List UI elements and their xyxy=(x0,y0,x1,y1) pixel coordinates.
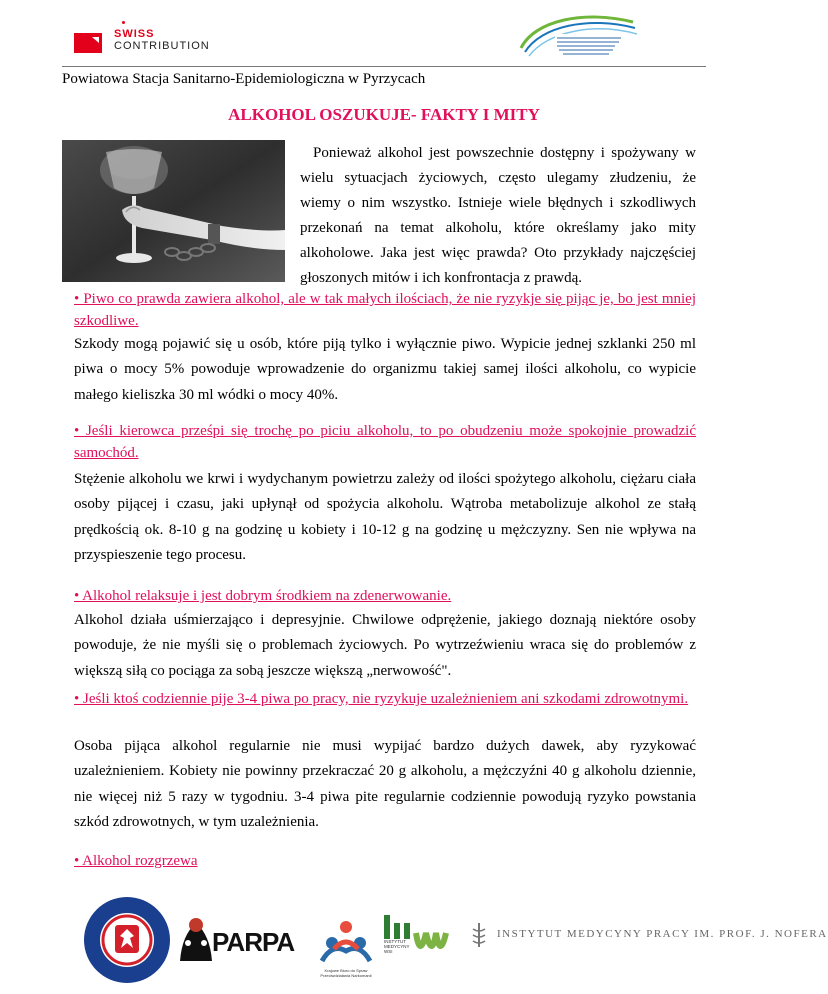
swiss-flag-icon xyxy=(74,33,102,53)
caduceus-icon xyxy=(468,921,490,949)
wine-glass-hand-chain-photo xyxy=(62,140,285,282)
intro-paragraph xyxy=(300,141,696,292)
header-logos xyxy=(0,0,768,64)
fact-2: Stężenie alkoholu we krwi i wydychanym powietrzu zależy od ilości spożytego alkoholu, ciężaru ciała osoby pijącej i czasu, jaki upłynął od spożycia alkoholu. Wątroba metabolizuje alkohol ze stałą prędkością ok. 8-10 g na godzinę u kobiety i 10-12 g na godzinę u mężczyzny. Sen nie wpływa na przyspieszenie tego procesu. xyxy=(74,471,696,563)
imw-caption: INSTYTUT MEDYCYNY WSI xyxy=(384,939,410,954)
kbpn-logo xyxy=(316,919,376,965)
fact-1: Szkody mogą pojawić się u osób, które piją tylko i wyłącznie piwo. Wypicie jednej szklanki 250 ml piwa o mocy 5% powoduje wprowadzenie do organizmu takiej samej ilości alkoholu, co wypicie małego kieliszka 30 ml wódki o mocy 40%. xyxy=(74,336,696,403)
parpa-logo: PARPA xyxy=(212,927,295,957)
program-logo xyxy=(515,12,640,64)
myth-2: • Jeśli kierowca prześpi się trochę po piciu alkoholu, to po obudzeniu może spokojnie prowadzić samochód. xyxy=(74,423,696,461)
myth-5: • Alkohol rozgrzewa xyxy=(74,853,198,869)
imp-logo-text: INSTYTUT MEDYCYNY PRACY IM. PROF. J. NOFERA xyxy=(497,928,828,940)
footer-logos xyxy=(0,895,828,985)
institution-name: Powiatowa Stacja Sanitarno-Epidemiologiczna w Pyrzycach xyxy=(62,71,426,87)
myth-3: • Alkohol relaksuje i jest dobrym środkiem na zdenerwowanie. xyxy=(74,588,452,604)
myth-4: • Jeśli ktoś codziennie pije 3-4 piwa po pracy, nie ryzykuje uzależnieniem ani szkodami zdrowotnymi. xyxy=(74,691,689,707)
page-title: ALKOHOL OSZUKUJE- FAKTY I MITY xyxy=(228,105,540,124)
intro-text: Ponieważ alkohol jest powszechnie dostępny i spożywany w wielu sytuacjach życiowych, często ulegamy złudzeniu, że wiemy o nim wszystko. Istnieje wiele błędnych i szkodliwych przekonań na temat alkoholu, które określamy jako mity alkoholowe. Jaka jest więc prawda? Oto przykłady najczęściej głoszonych mitów i ich konfrontacja z prawdą. xyxy=(300,145,696,287)
kbpn-caption: Krajowe Biuro do Spraw Przeciwdziałania Narkomanii xyxy=(320,968,372,978)
fact-4: Osoba pijąca alkohol regularnie nie musi wypijać bardzo dużych dawek, aby ryzykować uzależnieniem. Kobiety nie powinny przekraczać 20 g alkoholu, a mężczyźni 40 g alkoholu dziennie, nie więcej niż 5 razy w tygodniu. 3-4 piwa pite regularnie codziennie powodują ryzyko powstania szkód zdrowotnych, w tym uzależnienia. xyxy=(74,738,696,830)
people-tree-logo xyxy=(176,915,216,963)
swiss-dot-icon xyxy=(122,21,125,24)
swiss-logo-line1: SWISS xyxy=(114,28,155,40)
myth-1: • Piwo co prawda zawiera alkohol, ale w tak małych ilościach, że nie ryzykje się pijąc je, bo jest mniej szkodliwe. xyxy=(74,291,696,329)
fact-3: Alkohol działa uśmierzająco i depresyjnie. Chwilowe odprężenie, jakiego doznają niektóre osoby powoduje, że nie myśli się o problemach życiowych. Po wytrzeźwieniu wraca się do problemów z większą siłą co pociąga za sobą jeszcze większą „nerwowość". xyxy=(74,612,696,679)
swiss-logo-line2: CONTRIBUTION xyxy=(114,40,210,52)
header-divider xyxy=(62,66,706,67)
pis-seal-logo xyxy=(82,895,172,985)
